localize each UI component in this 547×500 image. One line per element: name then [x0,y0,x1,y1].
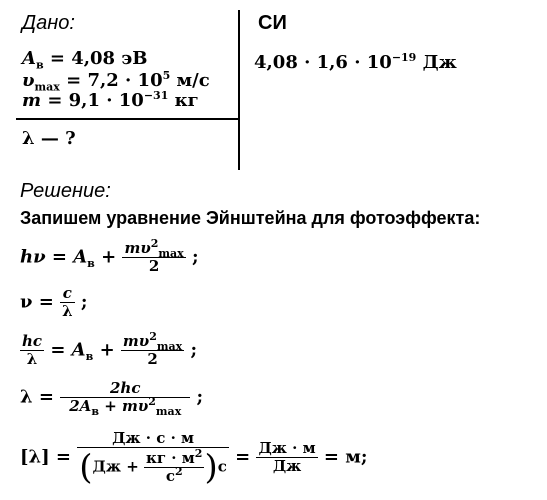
given-velocity: $\upsilon_{max} = 7,2 \cdot 10^5$ м/с [22,69,210,94]
find-lambda: λ — ? [22,128,76,149]
equation-einstein: $h\nu = A_в$ + $\frac{m\upsilon^2_{max}}{2}$ ; [20,237,199,275]
units-fraction: Дж · с · м (Дж + $\frac{кг \cdot м^2}{с^2}$ )с [79,429,227,488]
kg-m2-over-s2-fraction: $\frac{кг \cdot м^2}{с^2}$ [146,447,203,485]
si-header: СИ [258,12,287,34]
solution-intro: Запишем уравнение Эйнштейна для фотоэффекта: [20,208,481,228]
solution-header: Решение: [20,180,111,202]
equation-substituted: $\frac{hc}{\lambda}$ = $A_в$ + $\frac{m\upsilon^2_{max}}{2}$ ; [22,330,198,368]
equation-frequency: ν = $\frac{c}{\lambda}$ ; [20,284,88,320]
given-mass: $m = 9,1 \cdot 10^{-31}$ кг [22,89,199,111]
given-divider [16,118,238,120]
equation-units: [λ] = Дж · с · м (Дж + $\frac{кг \cdot м^2}{с^2}$ )с = $\frac{Дж \cdot м}{Дж}$ = м; [20,429,368,488]
kinetic-energy-fraction: $\frac{m\upsilon^2_{max}}{2}$ [124,237,184,275]
equation-lambda: λ = $\frac{2hc}{2A_в + m\upsilon^2_{max}}$ ; [20,379,204,418]
given-work-function: $A_в = 4,08$ эВ [22,48,148,72]
given-header: Дано: [22,12,75,34]
kinetic-energy-fraction-2: $\frac{m\upsilon^2_{max}}{2}$ [122,330,183,368]
table-vertical-divider [238,10,240,170]
hc-over-lambda-fraction: $\frac{hc}{\lambda}$ [22,332,43,368]
c-over-lambda-fraction: $\frac{c}{\lambda}$ [62,284,73,320]
si-conversion: $4,08 \cdot 1,6 \cdot 10^{-19}$ Дж [254,51,457,73]
j-m-over-j-fraction: $\frac{Дж \cdot м}{Дж}$ [258,439,316,475]
lambda-fraction: $\frac{2hc}{2A_в + m\upsilon^2_{max}}$ [60,380,190,415]
